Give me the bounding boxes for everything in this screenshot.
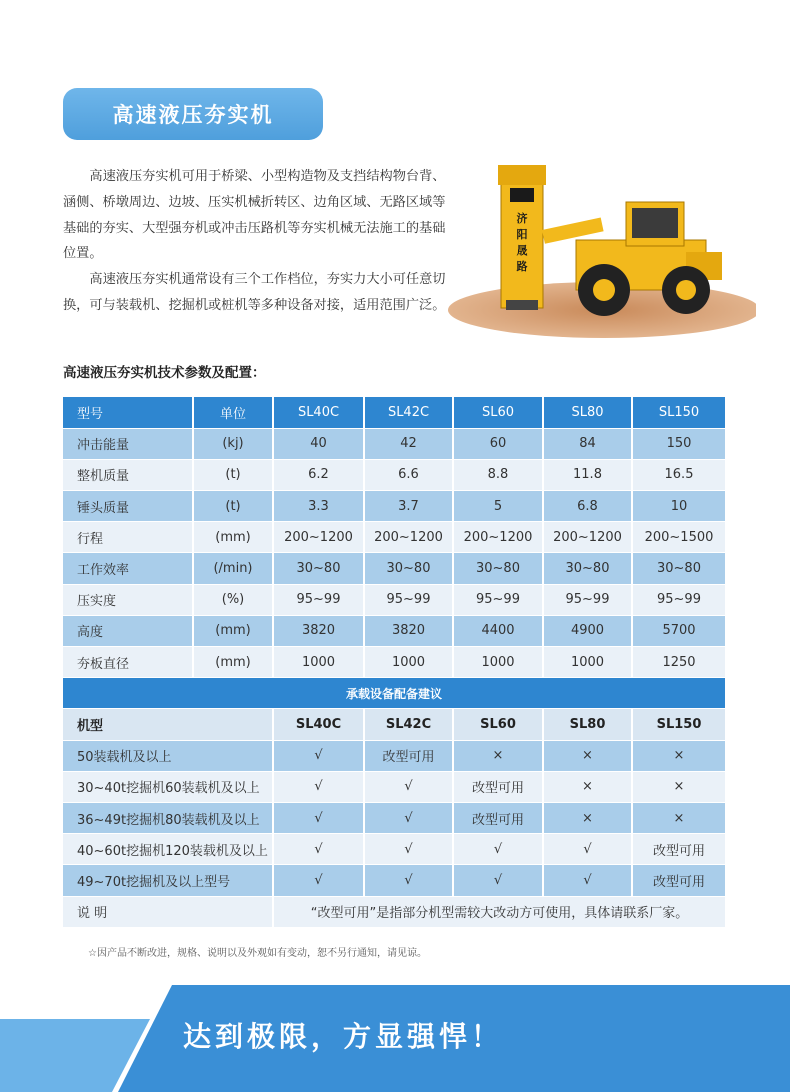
table-row xyxy=(63,802,725,833)
intro-paragraph: 高速液压夯实机通常设有三个工作档位，夯实力大小可任意切换，可与装载机、挖掘机或桩机等多种设备对接，适用范围广泛。 xyxy=(63,272,446,313)
table-header: SL60 xyxy=(453,397,543,428)
table-cell: 4900 xyxy=(543,615,632,646)
table-cell: (/min) xyxy=(193,553,273,584)
table-cell: 3820 xyxy=(364,615,453,646)
config-header-row xyxy=(63,709,725,740)
table-row xyxy=(63,647,725,678)
table-header: SL40C xyxy=(273,397,364,428)
table-cell: 改型可用 xyxy=(453,802,543,833)
compactor-top xyxy=(498,165,546,185)
config-banner: 承载设备配备建议 xyxy=(63,678,725,709)
table-cell: 5 xyxy=(453,491,543,522)
table-cell: 42 xyxy=(364,428,453,459)
table-cell: 84 xyxy=(543,428,632,459)
table-cell: 1000 xyxy=(543,647,632,678)
table-cell: 11.8 xyxy=(543,459,632,490)
table-cell: √ xyxy=(364,771,453,802)
rear-hub xyxy=(676,280,696,300)
spec-table xyxy=(63,397,725,928)
table-cell: √ xyxy=(273,834,364,865)
spec-header-row xyxy=(63,397,725,428)
table-cell: 49~70t挖掘机及以上型号 xyxy=(63,865,273,896)
table-row xyxy=(63,459,725,490)
table-cell: (kj) xyxy=(193,428,273,459)
table-cell: 3.7 xyxy=(364,491,453,522)
table-cell: 40~60t挖掘机120装载机及以上 xyxy=(63,834,273,865)
table-cell: √ xyxy=(453,834,543,865)
intro-paragraph: 高速液压夯实机可用于桥梁、小型构造物及支挡结构物台背、涵侧、桥墩周边、边坡、压实机械折转区、边角区域、无路区域等基础的夯实、大型强夯机或冲击压路机等夯实机械无法施工的基础位置。 xyxy=(63,169,446,262)
table-cell: √ xyxy=(364,865,453,896)
table-cell: √ xyxy=(273,865,364,896)
table-cell: 60 xyxy=(453,428,543,459)
table-cell: 改型可用 xyxy=(632,865,725,896)
table-cell: 30~80 xyxy=(543,553,632,584)
table-header: SL80 xyxy=(543,709,632,740)
table-cell: 压实度 xyxy=(63,584,193,615)
table-row xyxy=(63,740,725,771)
table-row xyxy=(63,834,725,865)
table-cell: 30~80 xyxy=(273,553,364,584)
table-cell: 30~80 xyxy=(632,553,725,584)
table-cell: 5700 xyxy=(632,615,725,646)
footer-slogan: 达到极限，方显强悍！ xyxy=(183,1020,504,1053)
table-header: SL42C xyxy=(364,397,453,428)
table-cell: 1250 xyxy=(632,647,725,678)
compactor-loader-photo xyxy=(446,160,756,340)
table-cell: 200~1200 xyxy=(453,522,543,553)
table-cell: 6.8 xyxy=(543,491,632,522)
table-cell: 高度 xyxy=(63,615,193,646)
table-cell: 30~40t挖掘机60装载机及以上 xyxy=(63,771,273,802)
cab-window xyxy=(632,208,678,238)
page-title: 高速液压夯实机 xyxy=(63,88,323,140)
table-cell: 6.2 xyxy=(273,459,364,490)
table-cell: 整机质量 xyxy=(63,459,193,490)
table-cell: (t) xyxy=(193,491,273,522)
mast-label: 晟 xyxy=(516,244,528,257)
table-cell: √ xyxy=(543,834,632,865)
table-cell: 3.3 xyxy=(273,491,364,522)
table-cell: √ xyxy=(543,865,632,896)
note-label: 说 明 xyxy=(63,896,273,927)
table-cell: 8.8 xyxy=(453,459,543,490)
table-cell: 150 xyxy=(632,428,725,459)
note-row xyxy=(63,896,725,927)
table-cell: √ xyxy=(273,740,364,771)
table-cell: 改型可用 xyxy=(453,771,543,802)
table-cell: 冲击能量 xyxy=(63,428,193,459)
table-row xyxy=(63,553,725,584)
table-cell: (mm) xyxy=(193,647,273,678)
table-cell: √ xyxy=(273,802,364,833)
table-cell: 16.5 xyxy=(632,459,725,490)
table-cell: 工作效率 xyxy=(63,553,193,584)
table-cell: (t) xyxy=(193,459,273,490)
table-cell: × xyxy=(543,802,632,833)
table-cell: 40 xyxy=(273,428,364,459)
table-cell: 改型可用 xyxy=(364,740,453,771)
mast-label: 阳 xyxy=(516,228,528,241)
table-header: SL150 xyxy=(632,709,725,740)
tamper-plate xyxy=(506,300,538,310)
table-cell: 4400 xyxy=(453,615,543,646)
table-row xyxy=(63,428,725,459)
table-cell: 1000 xyxy=(273,647,364,678)
table-cell: 95~99 xyxy=(632,584,725,615)
table-cell: 95~99 xyxy=(273,584,364,615)
table-cell: (mm) xyxy=(193,522,273,553)
table-cell: × xyxy=(543,740,632,771)
table-cell: √ xyxy=(453,865,543,896)
table-row xyxy=(63,584,725,615)
table-cell: √ xyxy=(273,771,364,802)
table-cell: × xyxy=(632,802,725,833)
table-cell: 1000 xyxy=(364,647,453,678)
table-cell: × xyxy=(453,740,543,771)
table-cell: √ xyxy=(364,834,453,865)
table-cell: 3820 xyxy=(273,615,364,646)
intro-text xyxy=(63,164,448,319)
table-cell: (mm) xyxy=(193,615,273,646)
table-row xyxy=(63,771,725,802)
note-text: “改型可用”是指部分机型需较大改动方可使用，具体请联系厂家。 xyxy=(273,896,725,927)
table-cell: 改型可用 xyxy=(632,834,725,865)
table-header: SL60 xyxy=(453,709,543,740)
table-cell: 50装载机及以上 xyxy=(63,740,273,771)
table-header: 型号 xyxy=(63,397,193,428)
table-cell: × xyxy=(543,771,632,802)
table-cell: 200~1500 xyxy=(632,522,725,553)
table-row xyxy=(63,491,725,522)
table-cell: (%) xyxy=(193,584,273,615)
table-header: 单位 xyxy=(193,397,273,428)
table-header: SL80 xyxy=(543,397,632,428)
table-cell: 95~99 xyxy=(364,584,453,615)
table-header: 机型 xyxy=(63,709,273,740)
table-cell: 行程 xyxy=(63,522,193,553)
table-cell: 95~99 xyxy=(543,584,632,615)
mast-label: 路 xyxy=(516,260,528,273)
table-cell: × xyxy=(632,771,725,802)
table-row xyxy=(63,865,725,896)
front-hub xyxy=(593,279,615,301)
table-row xyxy=(63,522,725,553)
table-cell: 200~1200 xyxy=(364,522,453,553)
table-cell: 200~1200 xyxy=(273,522,364,553)
table-header: SL40C xyxy=(273,709,364,740)
table-cell: 10 xyxy=(632,491,725,522)
table-cell: 锤头质量 xyxy=(63,491,193,522)
spec-subtitle: 高速液压夯实机技术参数及配置： xyxy=(63,365,266,381)
table-header: SL150 xyxy=(632,397,725,428)
config-banner-row xyxy=(63,678,725,709)
table-cell: 36~49t挖掘机80装载机及以上 xyxy=(63,802,273,833)
table-cell: 1000 xyxy=(453,647,543,678)
table-cell: × xyxy=(632,740,725,771)
mast-label: 济 xyxy=(516,212,528,225)
table-cell: 夯板直径 xyxy=(63,647,193,678)
footnote: ☆因产品不断改进，规格、说明以及外观如有变动，恕不另行通知，请见谅。 xyxy=(88,948,427,959)
table-cell: 30~80 xyxy=(453,553,543,584)
table-cell: √ xyxy=(364,802,453,833)
table-row xyxy=(63,615,725,646)
table-cell: 95~99 xyxy=(453,584,543,615)
mast-window xyxy=(510,188,534,202)
table-cell: 6.6 xyxy=(364,459,453,490)
table-cell: 200~1200 xyxy=(543,522,632,553)
table-cell: 30~80 xyxy=(364,553,453,584)
table-header: SL42C xyxy=(364,709,453,740)
